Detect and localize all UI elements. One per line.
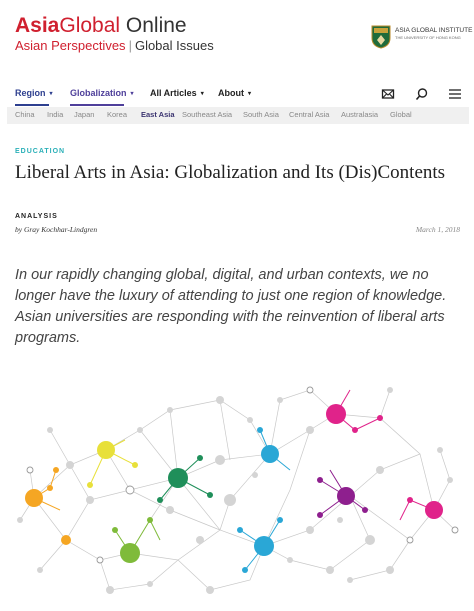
logo-text-global: Global: [59, 14, 121, 37]
institute-subtitle: THE UNIVERSITY OF HONG KONG: [395, 35, 461, 40]
nav-active-underline: [15, 104, 49, 106]
nav-item-globalization[interactable]: [70, 88, 134, 98]
subnav-item-india[interactable]: India: [47, 110, 64, 119]
chevron-down-icon: ▾: [49, 91, 53, 97]
tagline-left: Asian Perspectives: [15, 38, 126, 53]
article-title: Liberal Arts in Asia: Globalization and Its (Dis)Contents: [15, 162, 446, 183]
chevron-down-icon: ▾: [248, 91, 252, 97]
nav-item-about[interactable]: [218, 88, 251, 98]
article-lede: In our rapidly changing global, digital, and urban contexts, we no longer have the luxury of attending to just one region of knowledge. Asian universities are responding with the reinvention of liberal arts programs.: [15, 267, 447, 346]
subnav-item-australasia[interactable]: Australasia: [341, 110, 379, 119]
subnav-item-south-asia[interactable]: South Asia: [243, 110, 279, 119]
nav-active-underline: [70, 104, 124, 106]
university-crest-icon[interactable]: [371, 25, 391, 49]
subnav-item-global[interactable]: Global: [390, 110, 412, 119]
logo-text-asia: Asia: [15, 14, 60, 37]
article-category[interactable]: EDUCATION: [15, 148, 66, 155]
search-icon[interactable]: [415, 87, 429, 101]
article-byline[interactable]: by Gray Kochhar-Lindgren: [15, 225, 98, 234]
logo-text-online: Online: [120, 14, 187, 37]
site-logo[interactable]: [15, 14, 187, 38]
network-nodes-hollow: [27, 387, 458, 563]
network-nodes-yellow: [87, 440, 138, 488]
network-nodes-gray: [17, 387, 453, 594]
nav-label: Globalization: [70, 88, 127, 98]
nav-item-region[interactable]: [15, 88, 53, 98]
subnav-item-east-asia[interactable]: East Asia: [141, 110, 175, 119]
network-illustration: [10, 370, 464, 606]
network-nodes-cyan: [237, 427, 290, 573]
chevron-down-icon: ▾: [200, 91, 204, 97]
mail-icon[interactable]: [381, 87, 395, 101]
site-tagline: [15, 38, 214, 54]
subnav-item-korea[interactable]: Korea: [107, 110, 128, 119]
institute-name: ASIA GLOBAL INSTITUTE: [395, 27, 473, 34]
region-subnav: [7, 107, 469, 124]
network-edges: [20, 390, 455, 590]
nav-label: About: [218, 88, 244, 98]
tagline-right: Global Issues: [134, 38, 214, 53]
menu-icon[interactable]: [448, 87, 462, 101]
nav-label: Region: [15, 88, 46, 98]
chevron-down-icon: ▾: [130, 91, 134, 97]
network-nodes-purple: [317, 470, 368, 518]
subnav-item-china[interactable]: China: [15, 110, 35, 119]
network-nodes-orange: [25, 467, 71, 545]
site-header: [0, 0, 474, 70]
article-date: March 1, 2018: [415, 225, 460, 234]
nav-label: All Articles: [150, 88, 197, 98]
subnav-item-central-asia[interactable]: Central Asia: [289, 110, 330, 119]
article-type-label: ANALYSIS: [15, 213, 58, 220]
subnav-item-southeast-asia[interactable]: Southeast Asia: [182, 110, 233, 119]
nav-item-all-articles[interactable]: [150, 88, 204, 98]
subnav-item-japan[interactable]: Japan: [74, 110, 95, 119]
main-nav: [0, 84, 474, 108]
tagline-separator: |: [128, 38, 132, 53]
